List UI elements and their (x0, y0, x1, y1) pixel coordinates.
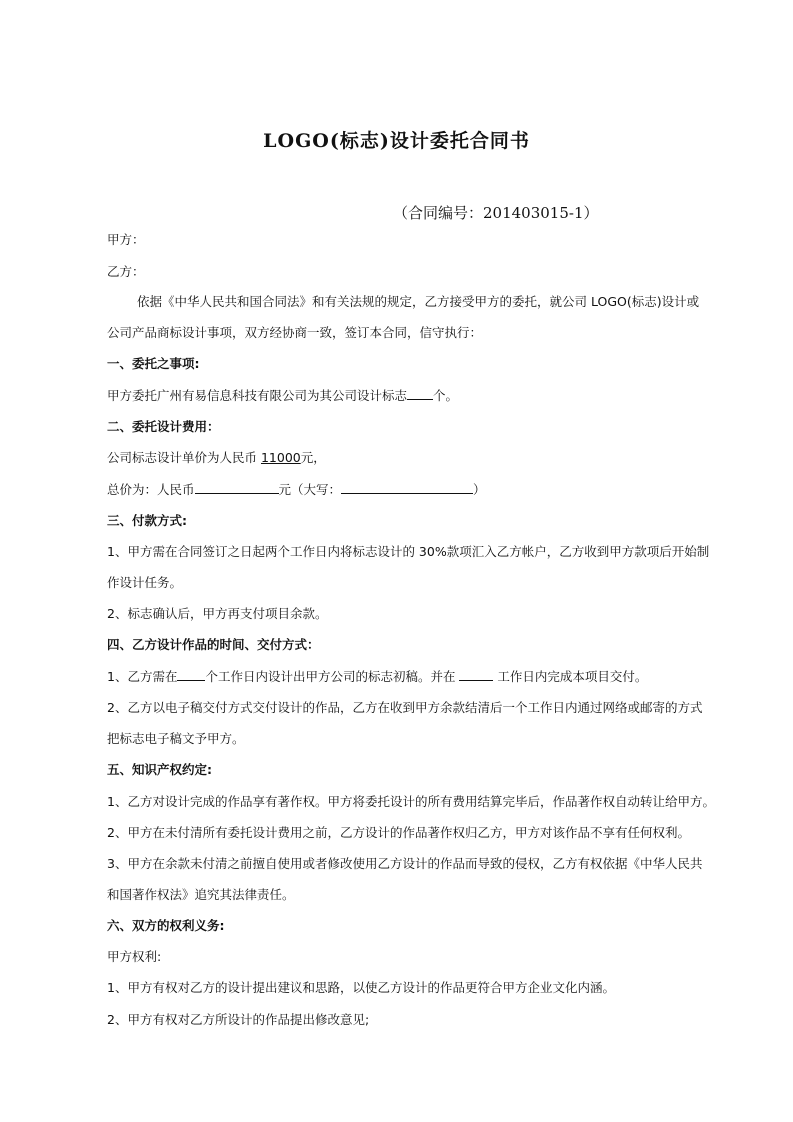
contract-number: （合同编号：201403015-1） (393, 204, 599, 222)
intro-line-2: 公司产品商标设计事项，双方经协商一致，签订本合同，信守执行： (107, 325, 483, 340)
section-3-item-2: 2、标志确认后，甲方再支付项目余款。 (107, 606, 328, 621)
section-5-item-3b: 和国著作权法》追究其法律责任。 (107, 887, 295, 902)
unit-price-line: 公司标志设计单价为人民币 11000元， (107, 450, 326, 465)
blank-field (341, 481, 473, 494)
party-a-rights-label: 甲方权利: (107, 949, 162, 964)
section-5-item-1: 1、乙方对设计完成的作品享有著作权。甲方将委托设计的所有费用结算完毕后，作品著作权自动转让给甲方。 (107, 794, 715, 809)
section-5-heading: 五、知识产权约定: (107, 762, 212, 777)
section-6-item-2: 2、甲方有权对乙方所设计的作品提出修改意见; (107, 1012, 370, 1027)
intro-line-1: 依据《中华人民共和国合同法》和有关法规的规定，乙方接受甲方的委托，就公司 LOGO(标志)设计或 (137, 294, 700, 309)
blank-field (459, 668, 493, 681)
party-a-label: 甲方： (107, 232, 145, 247)
section-2-heading: 二、委托设计费用： (107, 419, 220, 434)
total-price-line: 总价为：人民币 元（大写： ） (107, 482, 486, 497)
section-6-heading: 六、双方的权利义务: (107, 918, 225, 933)
blank-field (195, 481, 279, 494)
section-4-item-2a: 2、乙方以电子稿交付方式交付设计的作品，乙方在收到甲方余款结清后一个工作日内通过网络或邮寄的方式 (107, 700, 703, 715)
section-3-item-1a: 1、甲方需在合同签订之日起两个工作日内将标志设计的 30%款项汇入乙方帐户，乙方收到甲方款项后开始制 (107, 544, 710, 559)
party-b-label: 乙方： (107, 264, 145, 279)
section-3-item-1b: 作设计任务。 (107, 575, 183, 590)
section-4-item-1: 1、乙方需在 个工作日内设计出甲方公司的标志初稿。并在 工作日内完成本项目交付。 (107, 669, 648, 684)
document-title: LOGO(标志)设计委托合同书 (263, 130, 530, 152)
section-6-item-1: 1、甲方有权对乙方的设计提出建议和思路，以使乙方设计的作品更符合甲方企业文化内涵。 (107, 980, 615, 995)
section-1-text: 甲方委托广州有易信息科技有限公司为其公司设计标志 个。 (107, 388, 459, 403)
section-3-heading: 三、付款方式: (107, 513, 187, 528)
blank-field (407, 387, 433, 400)
section-4-heading: 四、乙方设计作品的时间、交付方式： (107, 637, 320, 652)
blank-field (177, 668, 205, 681)
section-4-item-2b: 把标志电子稿文予甲方。 (107, 731, 245, 746)
section-1-heading: 一、委托之事项: (107, 356, 200, 371)
section-5-item-3a: 3、甲方在余款未付清之前擅自使用或者修改使用乙方设计的作品而导致的侵权，乙方有权依据《中华人民共 (107, 856, 703, 871)
section-5-item-2: 2、甲方在未付清所有委托设计费用之前，乙方设计的作品著作权归乙方，甲方对该作品不享有任何权利。 (107, 825, 690, 840)
unit-price-amount: 11000 (260, 450, 301, 465)
